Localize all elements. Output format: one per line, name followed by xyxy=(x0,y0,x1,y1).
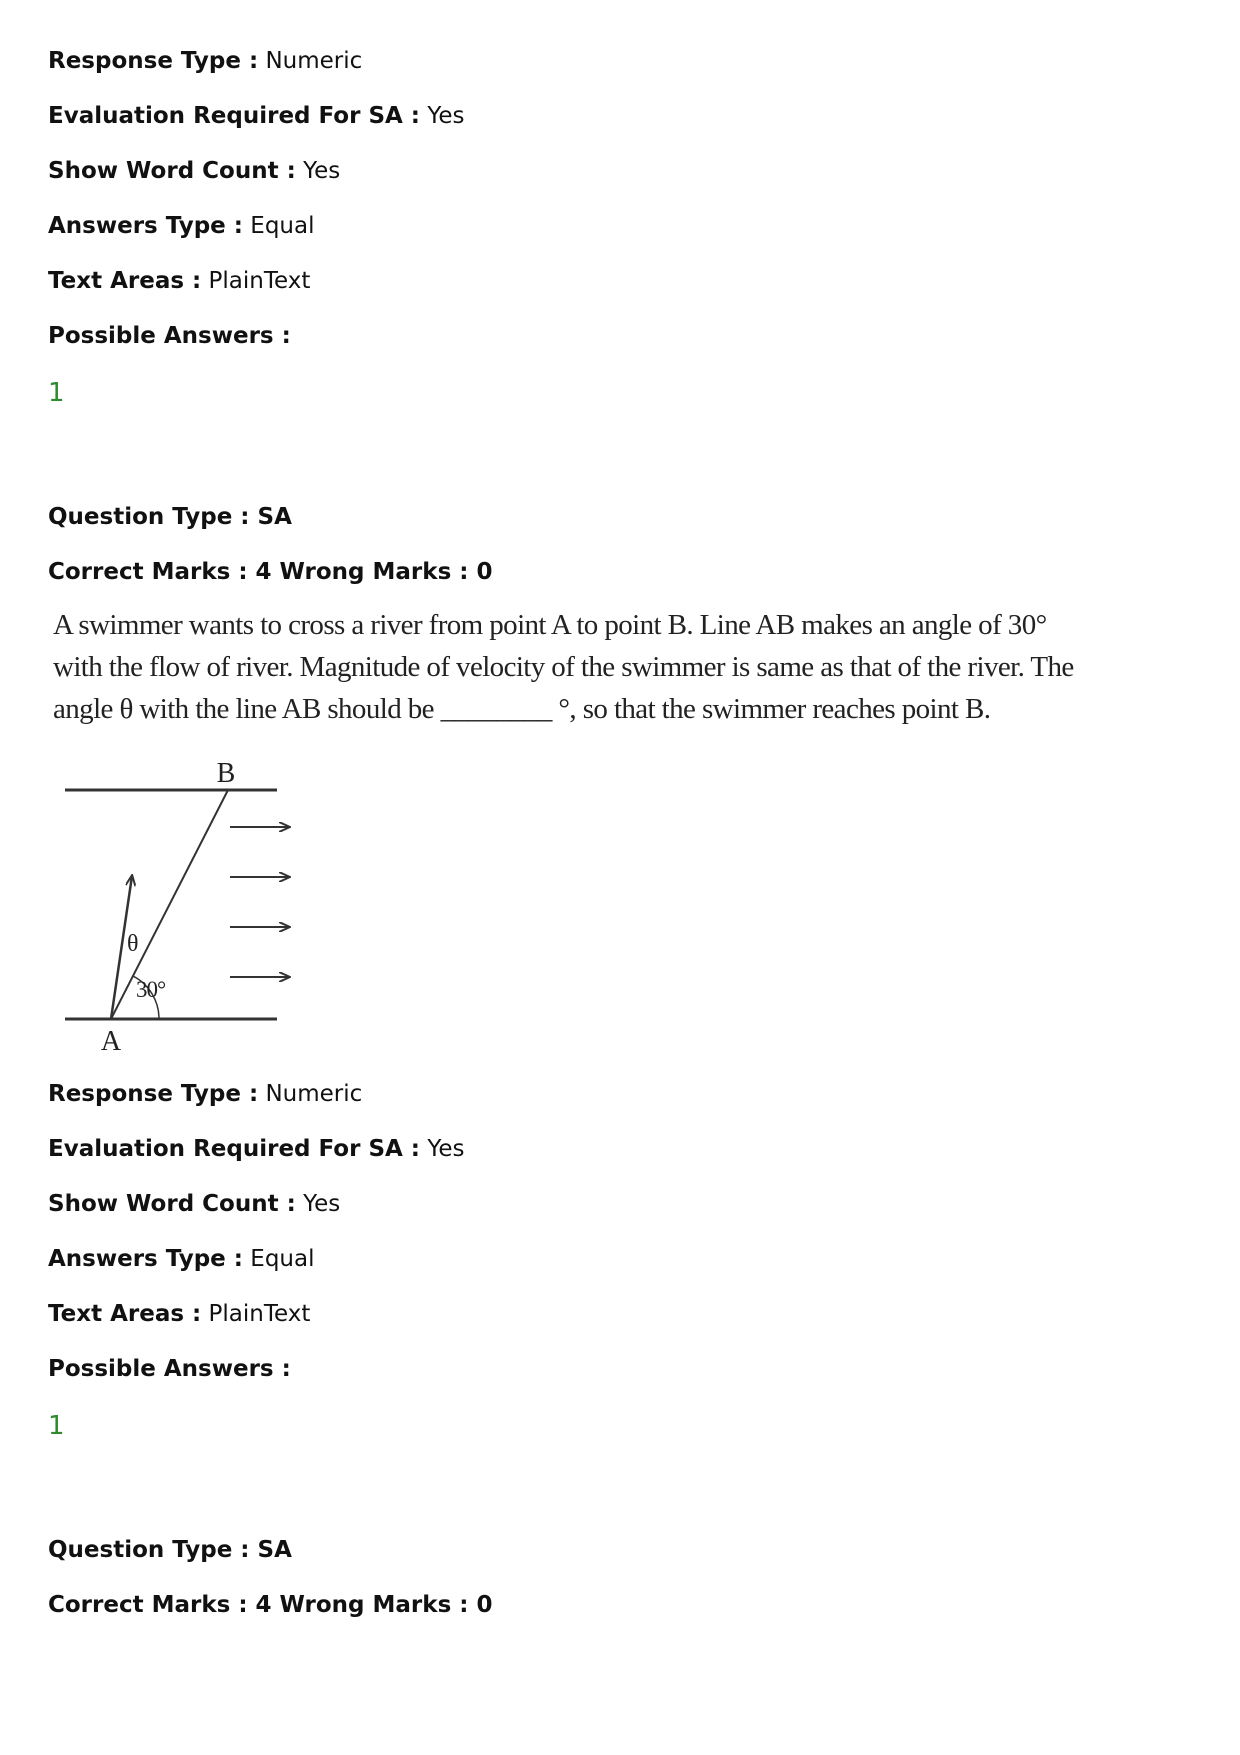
question-type: Question Type : SA xyxy=(48,1537,292,1563)
evaluation-required-row xyxy=(48,1134,464,1164)
field-label: Answers Type : xyxy=(48,1246,243,1272)
field-value: Yes xyxy=(303,158,341,184)
field-value: PlainText xyxy=(208,268,311,294)
response-type-row xyxy=(48,46,362,76)
field-label: Answers Type : xyxy=(48,213,243,239)
text-areas-row xyxy=(48,266,310,296)
field-label: Evaluation Required For SA : xyxy=(48,1136,421,1162)
question-text-line-3: angle θ with the line AB should be ________ °, so that the swimmer reaches point B. xyxy=(53,693,991,725)
question-type: Question Type : SA xyxy=(48,504,292,530)
field-value: Numeric xyxy=(265,1081,363,1107)
field-value: Numeric xyxy=(265,48,363,74)
show-word-count-row xyxy=(48,156,340,186)
question-text-line-1: A swimmer wants to cross a river from point A to point B. Line AB makes an angle of 30° xyxy=(53,609,1047,641)
answers-type-row xyxy=(48,1244,315,1274)
field-label: Show Word Count : xyxy=(48,1191,296,1217)
field-value: Yes xyxy=(427,103,465,129)
field-label: Text Areas : xyxy=(48,268,202,294)
theta-label: θ xyxy=(127,931,139,957)
field-value: Equal xyxy=(250,1246,315,1272)
field-label: Evaluation Required For SA : xyxy=(48,103,421,129)
possible-answer-value: 1 xyxy=(48,1411,65,1441)
field-value: Yes xyxy=(427,1136,465,1162)
field-label: Text Areas : xyxy=(48,1301,202,1327)
possible-answers-label: Possible Answers : xyxy=(48,1356,291,1382)
show-word-count-row xyxy=(48,1189,340,1219)
field-value: PlainText xyxy=(208,1301,311,1327)
answers-type-row xyxy=(48,211,315,241)
response-type-row xyxy=(48,1079,362,1109)
angle-30-label: 30° xyxy=(136,977,166,1002)
question-text-line-2: with the flow of river. Magnitude of velocity of the swimmer is same as that of the river. The xyxy=(53,651,1074,683)
text-areas-row xyxy=(48,1299,310,1329)
field-label: Show Word Count : xyxy=(48,158,296,184)
field-label: Response Type : xyxy=(48,48,259,74)
field-value: Yes xyxy=(303,1191,341,1217)
point-b-label: B xyxy=(216,758,236,789)
field-label: Response Type : xyxy=(48,1081,259,1107)
possible-answer-value: 1 xyxy=(48,378,65,408)
evaluation-required-row xyxy=(48,101,464,131)
marks-info: Correct Marks : 4 Wrong Marks : 0 xyxy=(48,1592,493,1618)
marks-info: Correct Marks : 4 Wrong Marks : 0 xyxy=(48,559,493,585)
point-a-label: A xyxy=(100,1026,122,1057)
river-diagram xyxy=(55,752,315,1062)
possible-answers-label: Possible Answers : xyxy=(48,323,291,349)
field-value: Equal xyxy=(250,213,315,239)
